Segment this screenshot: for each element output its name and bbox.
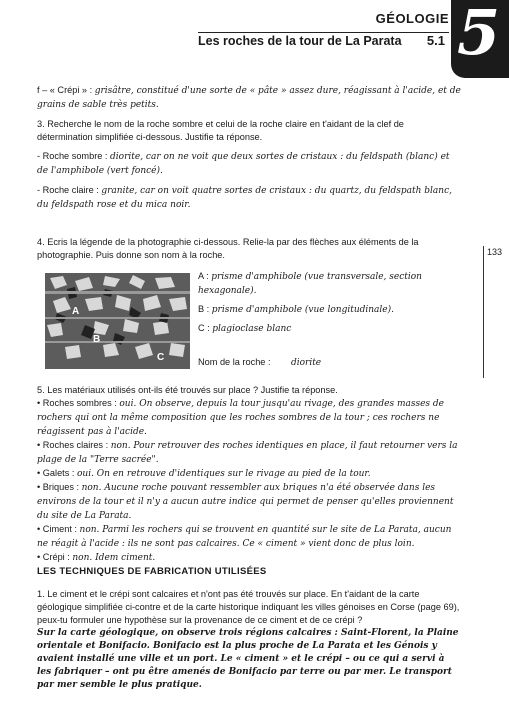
section-title: LES TECHNIQUES DE FABRICATION UTILISÉES [37,566,267,577]
list-item: • Ciment : non. Parmi les rochers qui se trouvent en quantité sur le site de La Parata, aucun ne réagit à l'acide : ils ne sont pas calcaires. Ce « ciment » vient donc de plus loin. [37,524,452,549]
photo-label-c: C [157,352,165,363]
techniques-question-1 [37,588,461,692]
margin-rule [483,258,484,378]
list-item: • Galets : oui. On en retrouve d'identiques sur le rivage au pied de la tour. [37,468,371,479]
page-number: 133 [483,246,502,258]
chapter-title: Les roches de la tour de La Parata [198,34,402,48]
rock-name-answer: diorite [290,358,322,368]
list-item: • Roches claires : non. Pour retrouver des roches identiques en place, il faut retourner vers la plage de la "Terre sacrée". [37,440,458,465]
rock-texture-image [45,273,190,369]
photo-label-a: A [72,306,80,317]
question-3-text: 3. Recherche le nom de la roche sombre et celui de la roche claire en t'aidant de la clef de détermination simplifiée ci-dessous. Justifie ta réponse. [37,119,404,142]
subject-title: GÉOLOGIE [375,11,449,26]
question-5-text: 5. Les matériaux utilisés ont-ils été trouvés sur place ? Justifie ta réponse. [37,385,338,395]
photo-label-b: B [93,334,101,345]
question-5 [37,384,461,565]
techniques-question-1-answer: Sur la carte géologique, on observe trois régions calcaires : Saint-Florent, la Plaine orientale et Bonifacio. Bonifacio est la plus proche de La Parata et les Génois y avaient installé une ville et un port. Le « ciment » et le crépi – ou ce qui a servi à les fabriquer – ont pu être amenés de Bonifacio par terre ou par mer. Le transport par mer semble le plus pratique. [37,628,459,690]
legend-item-a: A : prisme d'amphibole (vue transversale, section hexagonale). [198,271,422,296]
header-rule [198,32,449,33]
roche-sombre-label: - Roche sombre : [37,151,111,161]
chapter-number: 5.1 [426,33,445,48]
page-header [198,9,449,47]
roche-claire-label: - Roche claire : [37,185,102,195]
roche-sombre-answer: diorite, car on ne voit que deux sortes de cristaux : du feldspath (blanc) et de l'amphibole (vert foncé). [37,152,450,176]
rock-name: Nom de la roche : diorite [198,357,322,368]
techniques-question-1-text: 1. Le ciment et le crépi sont calcaires et n'ont pas été trouvés sur place. En t'aidant de la carte géologique simplifiée ci-contre et de la carte historique indiquant les villes génoises en Corse (page 69), peux-tu formuler une hypothèse sur la provenance de ce ciment et de ce crépi ? [37,589,460,625]
question-4-text: 4. Ecris la légende de la photographie ci-dessous. Relie-la par des flèches aux éléments de la photographie. Puis donne son nom à la roche. [37,237,419,260]
list-item: • Roches sombres : oui. On observe, depuis la tour jusqu'au rivage, des grandes masses de rochers qui ont la même composition que les roches sombres de la tour ; ces rochers ne réagissent pas à l'acide. [37,398,444,437]
chapter-big-number: 5 [457,0,501,69]
list-item: • Crépi : non. Idem ciment. [37,552,156,563]
rock-photograph [45,273,190,369]
legend-item-c: C : plagioclase blanc [198,323,292,334]
legend-item-b: B : prisme d'amphibole (vue longitudinale). [198,304,394,315]
chapter-tab [451,0,509,78]
roche-claire-answer: granite, car on voit quatre sortes de cristaux : du quartz, du feldspath blanc, du feldspath rose et du mica noir. [37,186,452,210]
crepi-answer: grisâtre, constitué d'une sorte de « pâte » assez dure, réagissant à l'acide, et de grains de sable très petits. [37,86,461,110]
crepi-item [37,84,461,112]
crepi-label: f – « Crépi » : [37,85,95,95]
question-4 [37,236,461,262]
question-3 [37,118,461,212]
photo-legend [198,270,468,370]
list-item: • Briques : non. Aucune roche pouvant ressembler aux briques n'a été observée dans les environs de la tour et il n'y a aucun autre indice qui permet de penser qu'elles proviennent du site de La Parata. [37,482,454,521]
